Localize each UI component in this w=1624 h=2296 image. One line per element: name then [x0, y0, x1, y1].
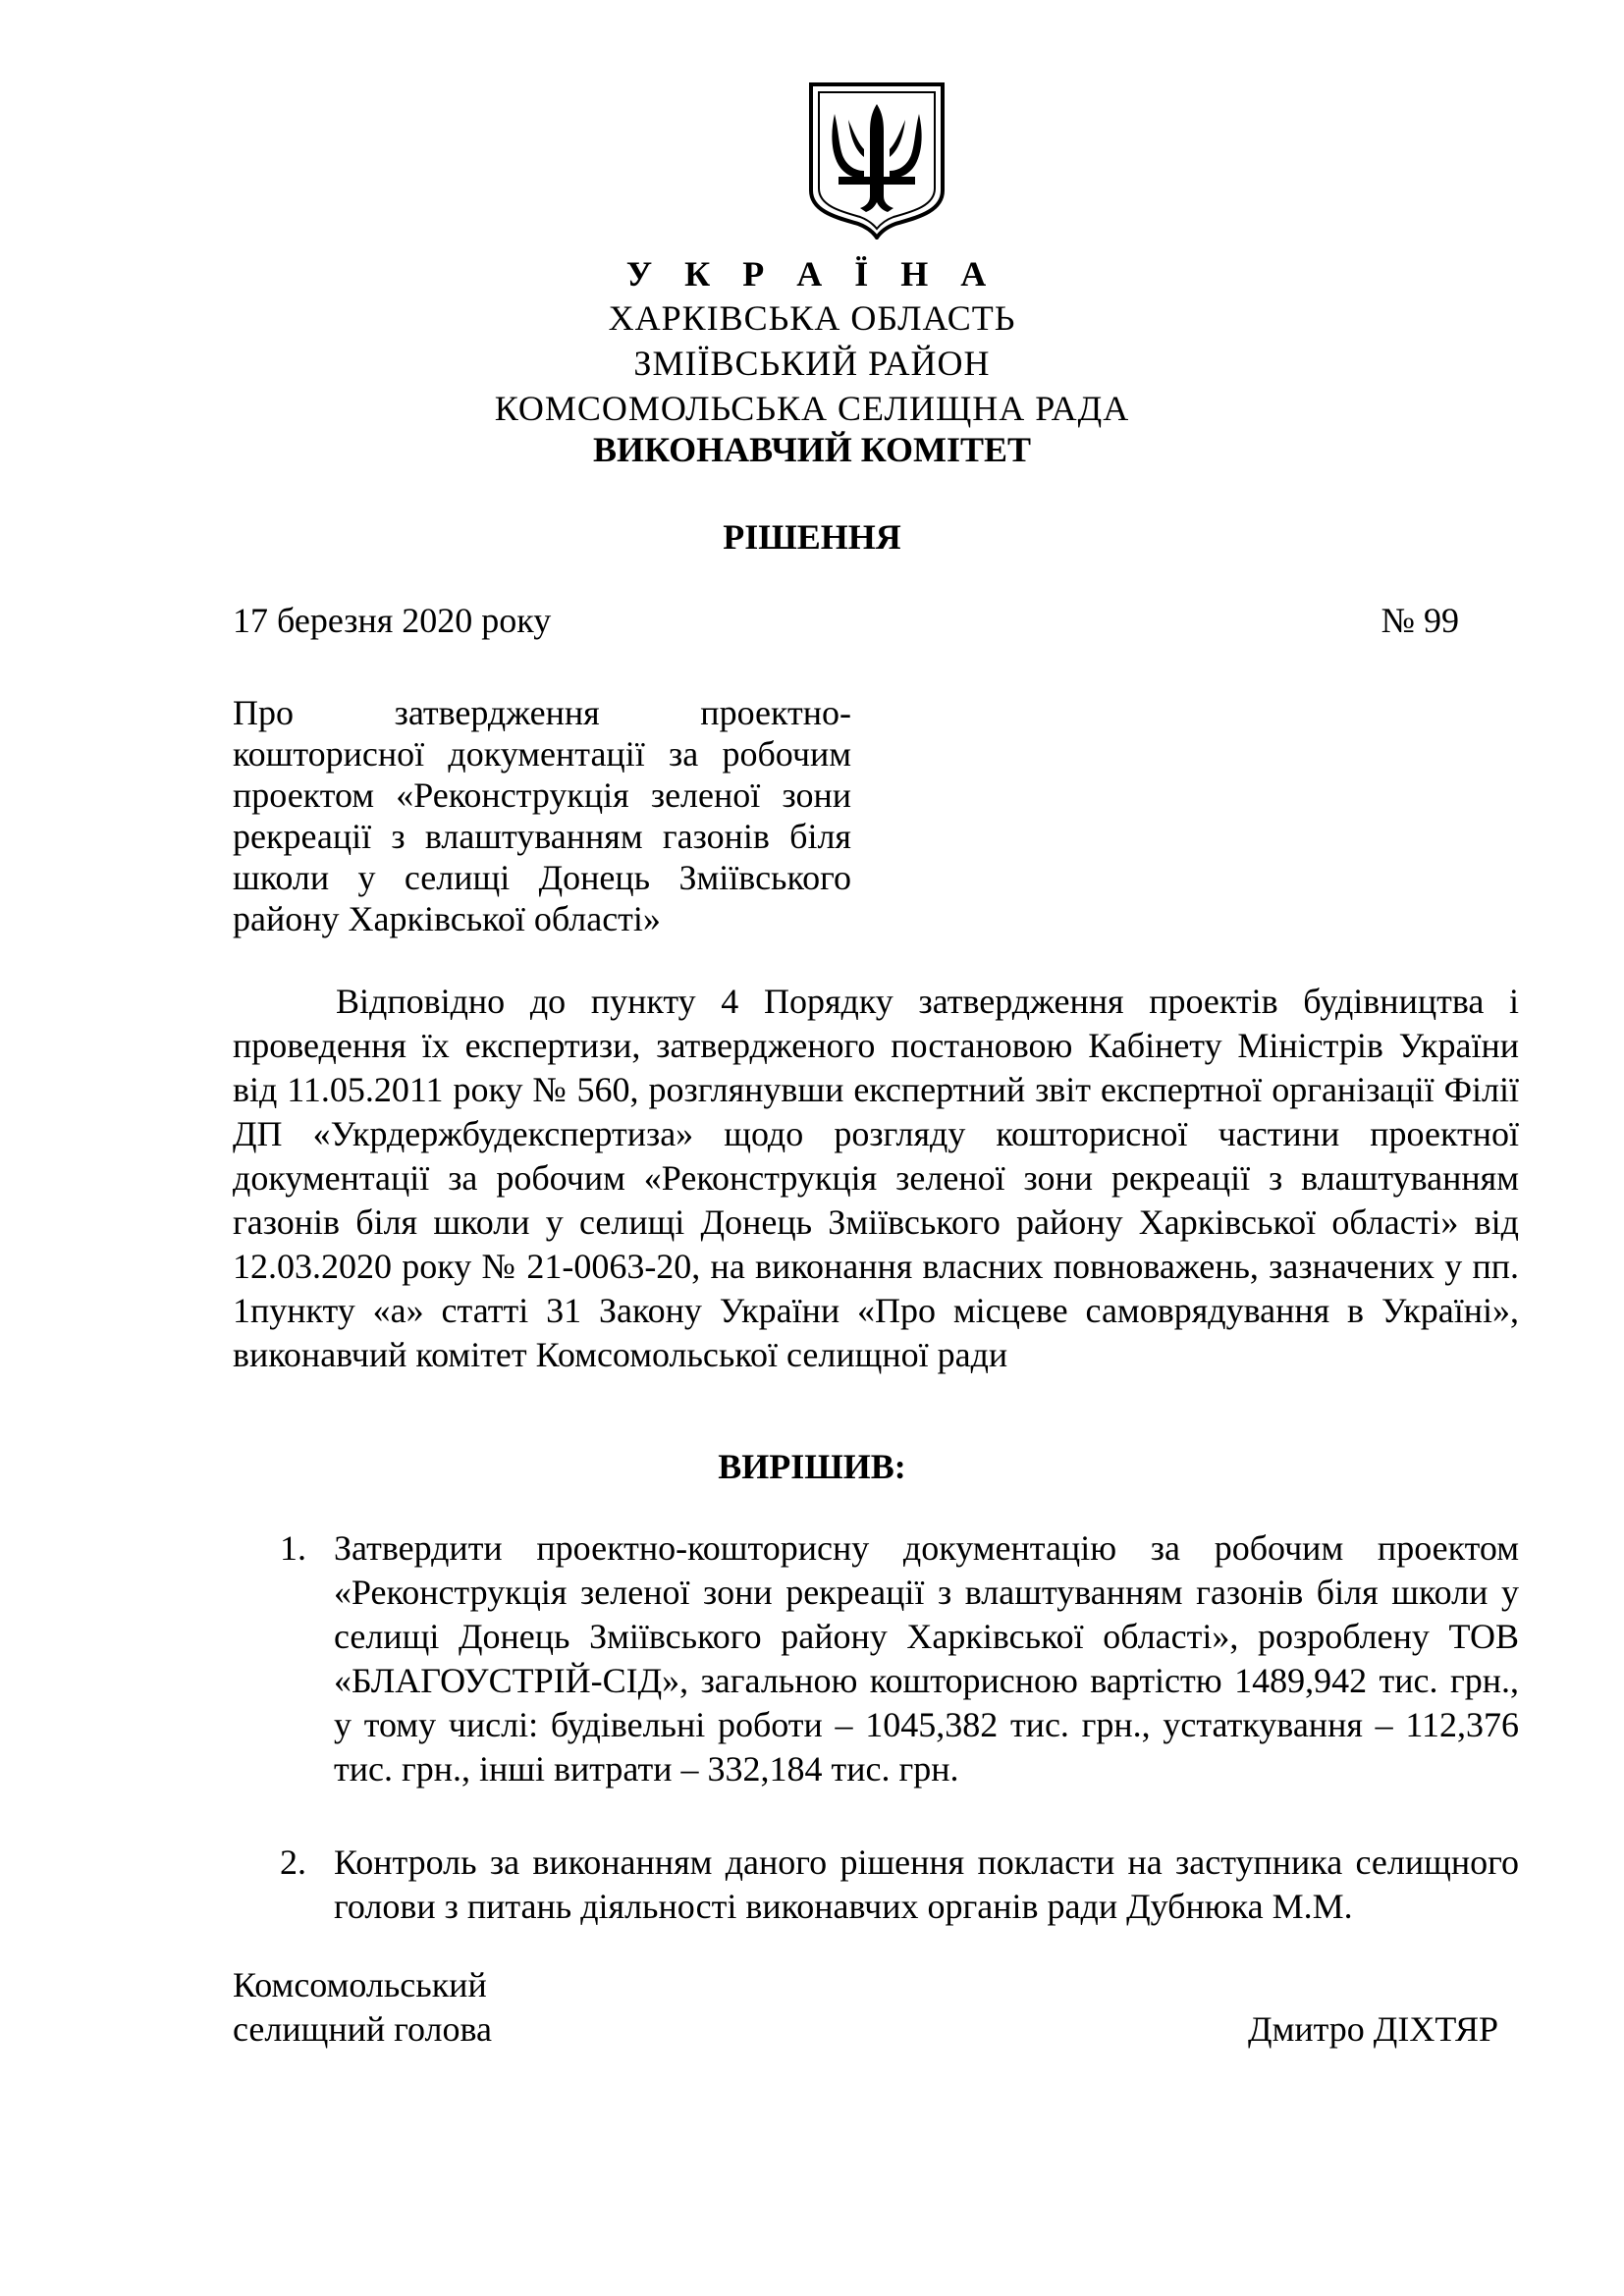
signatory-position-line-1: Комсомольський: [233, 1965, 487, 2004]
decision-item-number: 1.: [280, 1528, 306, 1568]
decision-list: [233, 1526, 1519, 1929]
signatory-position: [233, 1963, 492, 2052]
committee-heading: ВИКОНАВЧИЙ КОМІТЕТ: [592, 430, 1032, 469]
document-number: № 99: [1380, 601, 1459, 640]
region-heading: ХАРКІВСЬКА ОБЛАСТЬ: [608, 298, 1016, 338]
signatory-position-line-2: селищний голова: [233, 2009, 493, 2049]
decided-heading: ВИРІШИВ:: [718, 1447, 906, 1486]
document-subject: Про затвердження проектно-кошторисної документації за робочим проектом «Реконструкція зеленої зони рекреації з влаштуванням газонів біля школи у селищі Донець Зміївського району Харківської області»: [233, 693, 851, 938]
council-heading: КОМСОМОЛЬСЬКА СЕЛИЩНА РАДА: [494, 389, 1130, 428]
signatory-name: Дмитро ДІХТЯР: [1248, 2009, 1498, 2049]
decision-item-number: 2.: [280, 1842, 306, 1882]
decision-item-2: [233, 1841, 1519, 1929]
decision-item-text: Затвердити проектно-кошторисну документацію за робочим проектом «Реконструкція зеленої зони рекреації з влаштуванням газонів біля школи у селищі Донець Зміївського району Харківської області», розроблену ТОВ «БЛАГОУСТРІЙ-СІД», загальною кошторисною вартістю 1489,942 тис. грн., у тому числі: будівельні роботи – 1045,382 тис. грн., устаткування – 112,376 тис. грн., інші витрати – 332,184 тис. грн.: [334, 1528, 1519, 1789]
preamble-paragraph: Відповідно до пункту 4 Порядку затвердження проектів будівництва і проведення їх експертизи, затвердженого постановою Кабінету Міністрів України від 11.05.2011 року № 560, розглянувши експертний звіт експертної організації Філії ДП «Укрдержбудекспертиза» щодо розгляду кошторисної частини проектної документації за робочим «Реконструкція зеленої зони рекреації з влаштуванням газонів біля школи у селищі Донець Зміївського району Харківської області» від 12.03.2020 року № 21-0063-20, на виконання власних повноважень, зазначених у пп. 1пункту «а» статті 31 Закону України «Про місцеве самоврядування в Україні», виконавчий комітет Комсомольської селищної ради: [233, 982, 1519, 1374]
country-heading: У К Р А Ї Н А: [625, 254, 999, 294]
document-type-title: РІШЕННЯ: [723, 517, 901, 557]
district-heading: ЗМІЇВСЬКИЙ РАЙОН: [633, 344, 991, 383]
trident-coat-of-arms-icon: [805, 80, 948, 240]
document-date: 17 березня 2020 року: [233, 601, 552, 640]
decision-item-1: [233, 1526, 1519, 1791]
decision-item-text: Контроль за виконанням даного рішення покласти на заступника селищного голови з питань діяльності виконавчих органів ради Дубнюка М.М.: [334, 1842, 1519, 1926]
